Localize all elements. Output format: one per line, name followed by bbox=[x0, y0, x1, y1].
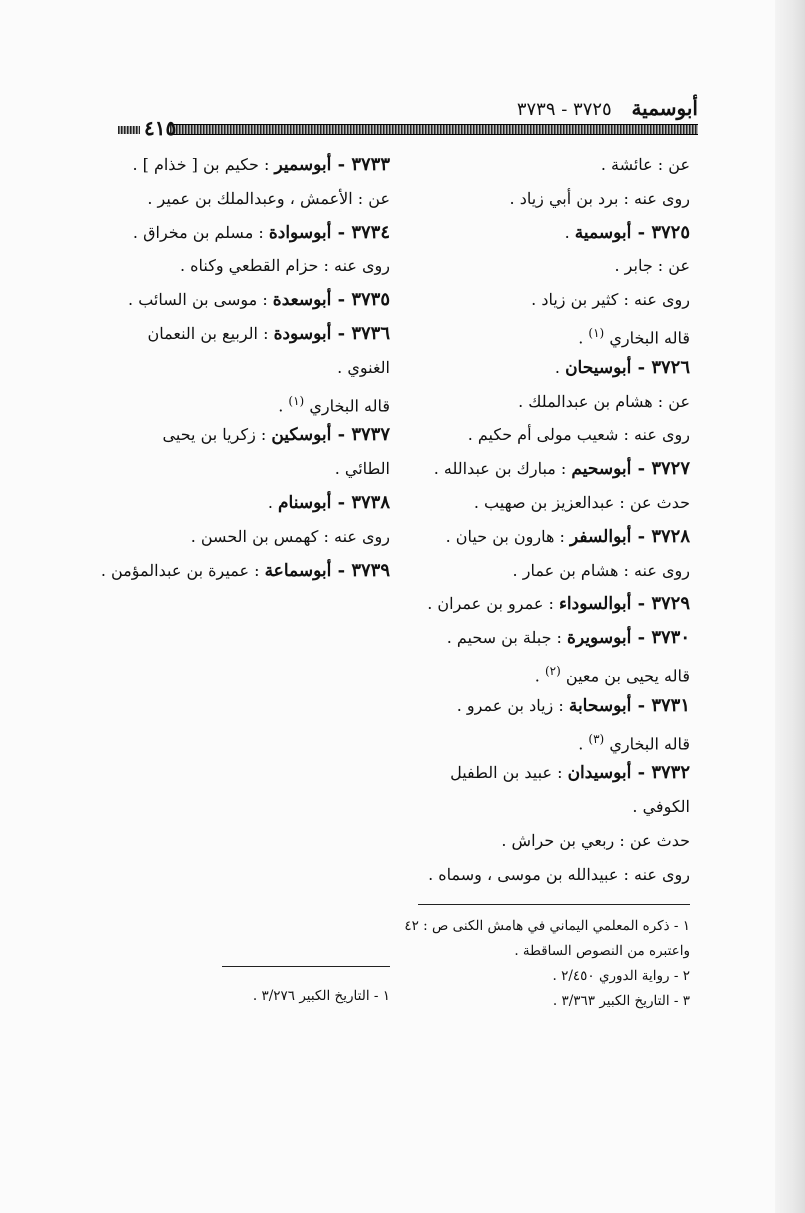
footnote-rule-right bbox=[418, 904, 690, 905]
entry-detail: : هارون بن حيان . bbox=[445, 526, 571, 546]
line-text: قاله البخاري bbox=[609, 733, 690, 753]
footnote-reference: (٣) bbox=[588, 731, 605, 746]
entry-dash: - bbox=[631, 458, 652, 480]
entry-detail: : موسى بن السائب . bbox=[128, 290, 273, 310]
footnote-reference: (١) bbox=[588, 325, 605, 340]
line-text: روى عنه : عبيدالله بن موسى ، وسماه . bbox=[428, 864, 690, 884]
entry-detail: : الربيع بن النعمان bbox=[147, 323, 274, 343]
entry-line bbox=[410, 689, 690, 723]
footnotes-left bbox=[150, 984, 390, 1009]
text-line bbox=[410, 655, 690, 689]
text-line bbox=[110, 351, 390, 385]
entry-kunya: أبوالسوداء bbox=[558, 594, 632, 615]
text-line bbox=[410, 486, 690, 520]
entry-line bbox=[410, 621, 690, 655]
entry-dash: - bbox=[331, 559, 352, 581]
entry-kunya: أبوسمية bbox=[574, 222, 632, 243]
entry-line bbox=[410, 216, 690, 250]
line-text: الطائي . bbox=[334, 459, 390, 479]
entry-number: ٣٧٣٦ bbox=[351, 322, 390, 344]
text-line bbox=[110, 182, 390, 216]
entry-line bbox=[410, 452, 690, 486]
entry-detail: : زكريا بن يحيى bbox=[162, 425, 272, 445]
text-line bbox=[410, 824, 690, 858]
entry-range: ٣٧٢٥ - ٣٧٣٩ bbox=[516, 99, 612, 120]
text-line bbox=[110, 452, 390, 486]
line-tail: . bbox=[278, 395, 289, 415]
entry-number: ٣٧٣٢ bbox=[651, 762, 690, 784]
line-text: حدث عن : ربعي بن حراش . bbox=[501, 830, 690, 850]
entry-number: ٣٧٣٣ bbox=[351, 154, 390, 175]
entry-dash: - bbox=[331, 221, 352, 243]
entry-dash: - bbox=[331, 289, 352, 311]
entry-line bbox=[410, 587, 690, 621]
entry-number: ٣٧٣٥ bbox=[351, 289, 390, 311]
footnote-reference: (٢) bbox=[544, 663, 561, 678]
entry-number: ٣٧٣٧ bbox=[351, 424, 390, 446]
entry-number: ٣٧٢٨ bbox=[651, 525, 690, 547]
line-text: روى عنه : حزام القطعي وكناه . bbox=[179, 256, 390, 276]
entry-kunya: أبوسحابة bbox=[568, 695, 632, 716]
entry-number: ٣٧٢٦ bbox=[651, 356, 690, 378]
entry-dash: - bbox=[331, 491, 352, 513]
entry-dash: - bbox=[631, 593, 652, 615]
line-text: روى عنه : هشام بن عمار . bbox=[512, 560, 690, 580]
entry-number: ٣٧٣٠ bbox=[651, 627, 690, 649]
entry-number: ٣٧٢٥ bbox=[651, 221, 690, 243]
entry-line bbox=[410, 520, 690, 554]
footnote-line: ٣ - التاريخ الكبير ٣/٣٦٣ . bbox=[552, 993, 690, 1009]
entry-detail: : عمرو بن عمران . bbox=[427, 594, 559, 614]
entry-kunya: أبوسيحان bbox=[565, 357, 632, 378]
line-text: الكوفي . bbox=[632, 797, 690, 817]
footnote-reference: (١) bbox=[288, 393, 305, 408]
line-text: قاله يحيى بن معين bbox=[565, 666, 690, 686]
line-text: روى عنه : كهمس بن الحسن . bbox=[190, 526, 390, 546]
footnote-line: واعتبره من النصوص الساقطة . bbox=[514, 943, 690, 959]
entry-kunya: أبوسيدان bbox=[567, 763, 632, 784]
entry-kunya: أبوالسفر bbox=[570, 526, 632, 547]
entry-dash: - bbox=[631, 627, 652, 649]
entry-line bbox=[410, 351, 690, 385]
entry-kunya: أبوسكين bbox=[271, 425, 332, 446]
entry-detail: . bbox=[564, 222, 575, 242]
entry-dash: - bbox=[631, 525, 652, 547]
line-tail: . bbox=[578, 733, 589, 753]
text-line bbox=[110, 249, 390, 283]
running-header bbox=[517, 96, 698, 120]
entry-detail: . bbox=[267, 492, 278, 512]
text-line bbox=[410, 182, 690, 216]
text-line bbox=[410, 249, 690, 283]
footnote-line: ١ - ذكره المعلمي اليماني في هامش الكنى ص : ٤٢ bbox=[404, 918, 690, 934]
entry-dash: - bbox=[631, 762, 652, 784]
entry-detail: : مبارك بن عبدالله . bbox=[433, 459, 572, 479]
text-line bbox=[410, 317, 690, 351]
entry-dash: - bbox=[331, 154, 352, 175]
text-line bbox=[110, 385, 390, 419]
entry-number: ٣٧٣٨ bbox=[351, 491, 390, 513]
entry-detail: : مسلم بن مخراق . bbox=[132, 222, 269, 242]
entry-line bbox=[110, 486, 390, 520]
text-line bbox=[410, 385, 690, 419]
entry-number: ٣٧٣٤ bbox=[351, 221, 390, 243]
line-text: عن : الأعمش ، وعبدالملك بن عمير . bbox=[147, 188, 390, 208]
entry-line bbox=[410, 756, 690, 790]
line-tail: . bbox=[578, 328, 589, 348]
entry-detail: : زياد بن عمرو . bbox=[456, 695, 569, 715]
line-text: حدث عن : عبدالعزيز بن صهيب . bbox=[473, 492, 690, 512]
page-binding-shadow bbox=[775, 0, 805, 1213]
text-line bbox=[410, 283, 690, 317]
line-text: روى عنه : كثير بن زياد . bbox=[531, 290, 690, 310]
line-text: قاله البخاري bbox=[609, 328, 690, 348]
text-line bbox=[410, 858, 690, 892]
entry-kunya: أبوسويرة bbox=[567, 628, 632, 649]
entry-line bbox=[110, 418, 390, 452]
page-header bbox=[118, 96, 698, 146]
entry-line bbox=[100, 554, 390, 588]
entry-kunya: أبوسماعة bbox=[264, 560, 332, 581]
entry-number: ٣٧٣٩ bbox=[351, 559, 390, 581]
header-rule bbox=[170, 124, 698, 135]
line-text: روى عنه : برد بن أبي زياد . bbox=[509, 188, 690, 208]
text-line bbox=[110, 520, 390, 554]
entry-detail: : عبيد بن الطفيل bbox=[450, 763, 568, 783]
text-line bbox=[410, 790, 690, 824]
entry-dash: - bbox=[331, 322, 352, 344]
entry-kunya: أبوسحيم bbox=[571, 459, 632, 480]
line-text: روى عنه : شعيب مولى أم حكيم . bbox=[467, 425, 690, 445]
running-title: أبوسمية bbox=[631, 96, 698, 120]
entry-dash: - bbox=[631, 356, 652, 378]
line-text: قاله البخاري bbox=[309, 395, 390, 415]
left-column bbox=[100, 148, 390, 587]
entry-line bbox=[110, 216, 390, 250]
entry-detail: . bbox=[554, 357, 566, 377]
entry-line bbox=[110, 148, 390, 182]
entry-kunya: أبوسوادة bbox=[268, 222, 332, 243]
entry-kunya: أبوسودة bbox=[273, 323, 332, 344]
right-column bbox=[410, 148, 690, 892]
footnote-line: ١ - التاريخ الكبير ٣/٢٧٦ . bbox=[252, 988, 390, 1004]
entry-number: ٣٧٣١ bbox=[651, 694, 690, 716]
entry-line bbox=[110, 317, 390, 351]
footnote-rule-left bbox=[222, 966, 390, 967]
page-number: ٤١٥ bbox=[118, 116, 176, 140]
entry-kunya: أبوسعدة bbox=[272, 290, 332, 311]
entry-number: ٣٧٢٧ bbox=[651, 458, 690, 480]
footnotes-right bbox=[404, 914, 690, 1014]
text-line bbox=[410, 418, 690, 452]
line-text: عن : هشام بن عبدالملك . bbox=[518, 391, 690, 411]
entry-dash: - bbox=[631, 221, 652, 243]
line-text: عن : جابر . bbox=[614, 256, 690, 276]
entry-detail: : جبلة بن سحيم . bbox=[446, 628, 568, 648]
entry-dash: - bbox=[631, 694, 652, 716]
entry-number: ٣٧٢٩ bbox=[651, 593, 690, 615]
entry-dash: - bbox=[331, 424, 352, 446]
entry-kunya: أبوسمير bbox=[274, 155, 332, 175]
line-text: عن : عائشة . bbox=[600, 155, 690, 174]
text-line bbox=[410, 723, 690, 757]
text-line bbox=[410, 554, 690, 588]
entry-detail: : عميرة بن عبدالمؤمن . bbox=[100, 560, 265, 580]
line-tail: . bbox=[534, 666, 545, 686]
text-line bbox=[410, 148, 690, 182]
entry-kunya: أبوسنام bbox=[277, 492, 332, 513]
line-text: الغنوي . bbox=[337, 357, 390, 377]
footnote-line: ٢ - رواية الدوري ٢/٤٥٠ . bbox=[552, 968, 690, 984]
entry-detail: : حكيم بن [ خذام ] . bbox=[132, 155, 275, 174]
entry-line bbox=[110, 283, 390, 317]
